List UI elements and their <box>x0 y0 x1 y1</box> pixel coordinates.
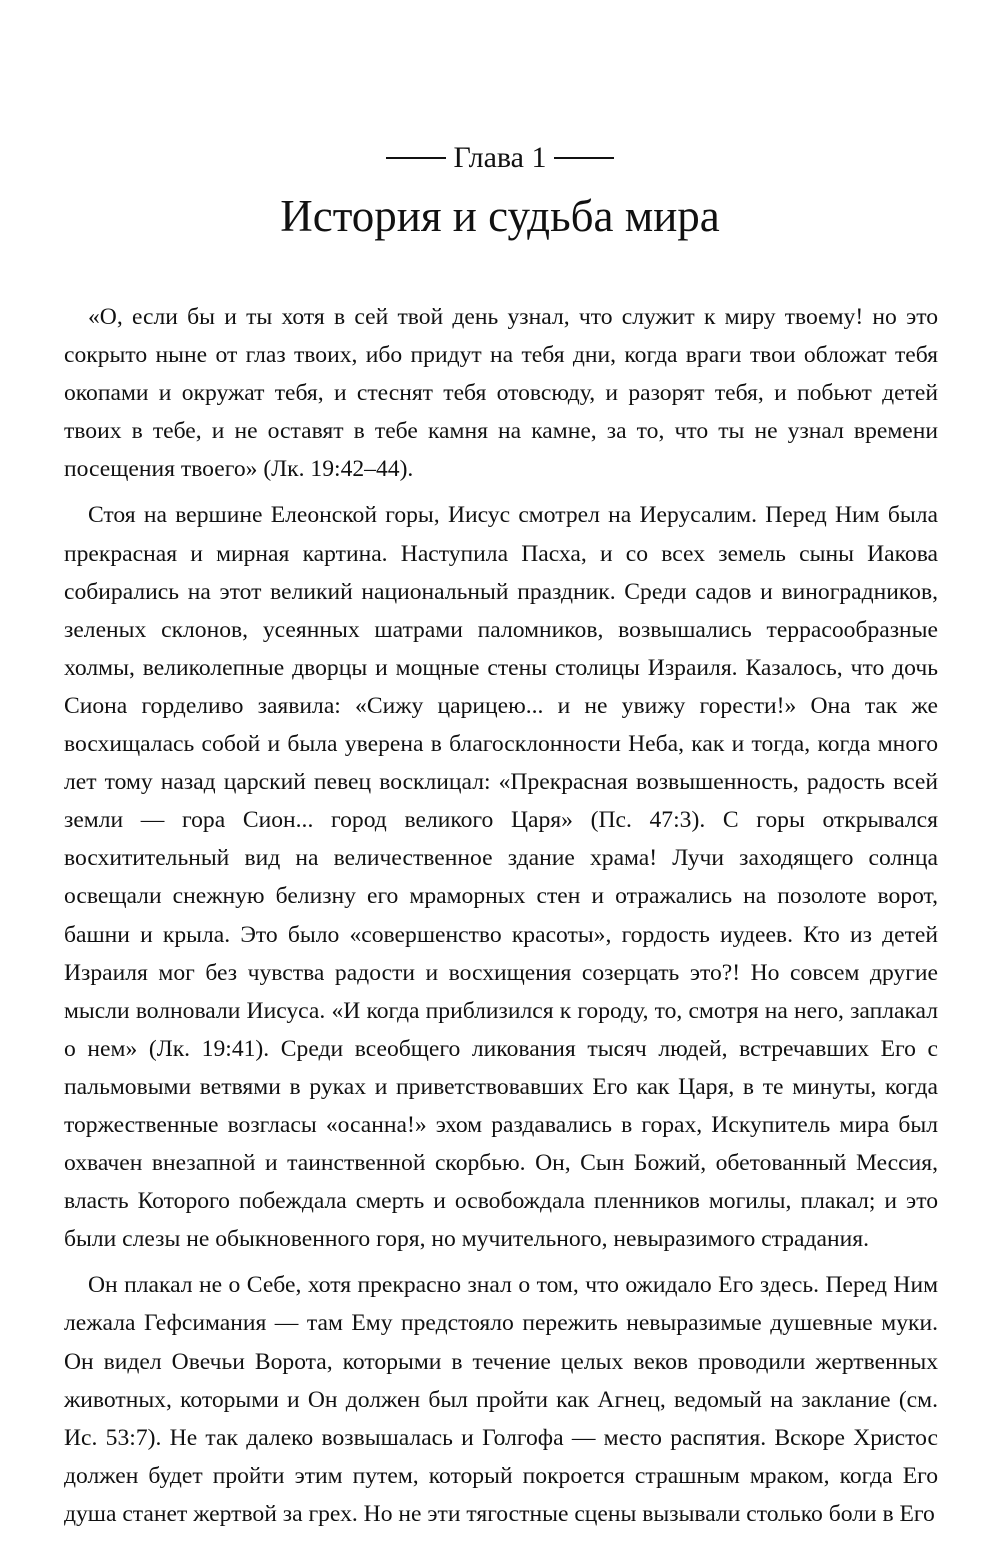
chapter-title: История и судьба мира <box>280 191 720 241</box>
chapter-number: Глава 1 <box>453 141 547 174</box>
paragraph: Стоя на вершине Елеонской горы, Иисус смотрел на Иерусалим. Перед Ним была прекрасная и мирная картина. Наступила Пасха, и со всех земель сыны Иакова собирались на этот великий национальный праздник. Среди садов и виноградников, зеленых склонов, усеянных шатрами паломников, возвышались террасообразные холмы, великолепные дворцы и мощные стены столицы Израиля. Казалось, что дочь Сиона горделиво заявила: «Сижу царицею... и не увижу горести!» Она так же восхищалась собой и была уверена в благосклонности Неба, как и тогда, когда много лет тому назад царский певец восклицал: «Прекрасная возвышенность, радость всей земли — гора Сион... город великого Царя» (Пс. 47:3). С горы открывался восхитительный вид на величественное здание храма! Лучи заходящего солнца освещали снежную белизну его мраморных стен и отражались на позолоте ворот, башни и крыла. Это было «совершенство красоты», гордость иудеев. Кто из детей Израиля мог без чувства радости и восхищения созерцать это?! Но совсем другие мысли волновали Иисуса. «И когда приблизился к городу, то, смотря на него, заплакал о нем» (Лк. 19:41). Среди всеобщего ликования тысяч людей, встречавших Его с пальмовыми ветвями в руках и приветствовавших Его как Царя, в те минуты, когда торжественные возгласы «осанна!» эхом раздавались в горах, Искупитель мира был охвачен внезапной и таинственной скорбью. Он, Сын Божий, обетованный Мессия, власть Которого побеждала смерть и освобождала пленников могилы, плакал; и это были слезы не обыкновенного горя, но мучительного, невыразимого страдания. <box>64 502 938 1253</box>
paragraph-epigraph: «О, если бы и ты хотя в сей твой день узнал, что служит к миру твоему! но это сокрыто ныне от глаз твоих, ибо придут на тебя дни, когда враги твои обложат тебя окопами и окружат тебя, и стеснят тебя отовсюду, и разорят тебя, и побьют детей твоих в тебе, и не оставят в тебе камня на камне, за то, что ты не узнал времени посещения твоего» (Лк. 19:42–44). <box>64 304 938 483</box>
chapter-rule-left <box>386 157 446 159</box>
chapter-rule-right <box>554 157 614 159</box>
chapter-label <box>0 138 1000 178</box>
body-text <box>64 298 938 1541</box>
paragraph: Он плакал не о Себе, хотя прекрасно знал о том, что ожидало Его здесь. Перед Ним лежала Гефсимания — там Ему предстояло пережить невыразимые душевные муки. Он видел Овечьи Ворота, которыми в течение целых веков проводили жертвенных животных, которыми и Он должен был пройти как Агнец, ведомый на заклание (см. Ис. 53:7). Не так далеко возвышалась и Голгофа — место распятия. Вскоре Христос должен будет пройти этим путем, который покроется страшным мраком, когда Его душа станет жертвой за грех. Но не эти тягостные сцены вызывали столько боли в Его <box>64 1272 938 1527</box>
